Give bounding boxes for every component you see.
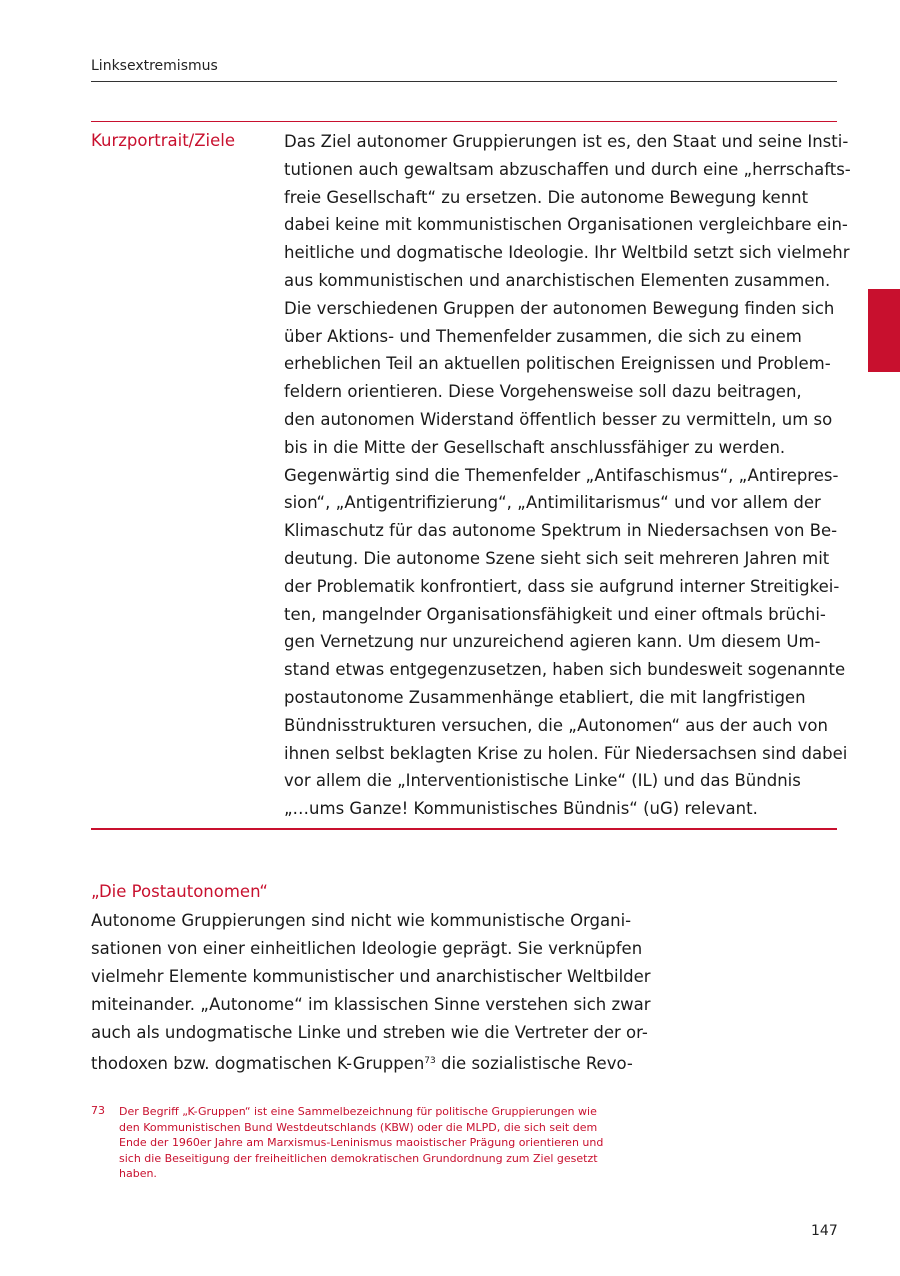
box-line: ihnen selbst beklagten Krise zu holen. Für Niedersachsen sind dabei <box>284 743 848 763</box>
body-line-text: thodoxen bzw. dogmatischen K-Gruppen <box>91 1054 425 1073</box>
box-top-rule <box>91 121 837 122</box>
box-line: heitliche und dogmatische Ideologie. Ihr Weltbild setzt sich vielmehr <box>284 243 850 263</box>
body-line-last <box>91 1047 647 1075</box>
box-line: deutung. Die autonome Szene sieht sich seit mehreren Jahren mit <box>284 548 830 568</box>
page-number: 147 <box>811 1223 838 1239</box>
box-text <box>284 128 851 823</box>
box-line: stand etwas entgegenzusetzen, haben sich bundesweit sogenannte <box>284 660 846 680</box>
body-text <box>91 907 651 1075</box>
box-line: bis in die Mitte der Gesellschaft anschlussfähiger zu werden. <box>284 437 786 457</box>
footnote-line: Der Begriff „K-Gruppen“ ist eine Sammelbezeichnung für politische Gruppierungen wie <box>119 1105 597 1118</box>
box-line: feldern orientieren. Diese Vorgehensweise soll dazu beitragen, <box>284 382 802 402</box>
body-line: auch als undogmatische Linke und streben wie die Vertreter der or- <box>91 1023 648 1042</box>
box-line: dabei keine mit kommunistischen Organisationen vergleichbare ein- <box>284 215 848 235</box>
footnote-line: Ende der 1960er Jahre am Marxismus-Leninismus maoistischer Prägung orientieren und <box>119 1136 604 1149</box>
footnote-line: sich die Beseitigung der freiheitlichen demokratischen Grundordnung zum Ziel gesetzt <box>119 1151 598 1165</box>
header-rule <box>91 81 837 82</box>
box-line: erheblichen Teil an aktuellen politischen Ereignissen und Problem- <box>284 354 831 374</box>
body-line-tail: die sozialistische Revo- <box>435 1054 633 1073</box>
footnote-body <box>119 1104 647 1182</box>
box-line: aus kommunistischen und anarchistischen Elementen zusammen. <box>284 270 831 290</box>
box-line: Die verschiedenen Gruppen der autonomen Bewegung finden sich <box>284 298 835 318</box>
footnote-number: 73 <box>91 1104 105 1117</box>
section-heading: „Die Postautonomen“ <box>91 882 268 901</box>
box-line: tutionen auch gewaltsam abzuschaffen und durch eine „herrschafts- <box>284 159 851 179</box>
box-label: Kurzportrait/Ziele <box>91 131 236 150</box>
box-line: über Aktions- und Themenfelder zusammen, die sich zu einem <box>284 326 802 346</box>
body-line: miteinander. „Autonome“ im klassischen Sinne verstehen sich zwar <box>91 995 651 1014</box>
box-line: Klimaschutz für das autonome Spektrum in Niedersachsen von Be- <box>284 521 838 541</box>
body-line: Autonome Gruppierungen sind nicht wie kommunistische Organi- <box>91 911 632 930</box>
box-line: gen Vernetzung nur unzureichend agieren kann. Um diesem Um- <box>284 632 821 652</box>
box-line: freie Gesellschaft“ zu ersetzen. Die autonome Bewegung kennt <box>284 187 809 207</box>
chapter-tab-marker <box>868 289 900 372</box>
box-line: den autonomen Widerstand öffentlich besser zu vermitteln, um so <box>284 409 833 429</box>
footnote-line: haben. <box>119 1167 157 1180</box>
box-line: ten, mangelnder Organisationsfähigkeit und einer oftmals brüchi- <box>284 604 826 624</box>
body-line: sationen von einer einheitlichen Ideologie geprägt. Sie verknüpfen <box>91 939 643 958</box>
box-line: Bündnisstrukturen versuchen, die „Autonomen“ aus der auch von <box>284 715 828 735</box>
box-line: sion“, „Antigentrifizierung“, „Antimilitarismus“ und vor allem der <box>284 493 821 513</box>
box-line: vor allem die „Interventionistische Linke“ (IL) und das Bündnis <box>284 771 801 791</box>
body-line: vielmehr Elemente kommunistischer und anarchistischer Weltbilder <box>91 967 651 986</box>
footnote-line: den Kommunistischen Bund Westdeutschlands (KBW) oder die MLPD, die sich seit dem <box>119 1120 598 1134</box>
box-line: der Problematik konfrontiert, dass sie aufgrund interner Streitigkei- <box>284 576 840 596</box>
box-line: postautonome Zusammenhänge etabliert, die mit langfristigen <box>284 687 806 707</box>
box-line: „…ums Ganze! Kommunistisches Bündnis“ (uG) relevant. <box>284 799 758 819</box>
running-header: Linksextremismus <box>91 58 218 74</box>
footnote-reference[interactable]: 73 <box>424 1056 436 1066</box>
box-bottom-rule <box>91 828 837 830</box>
box-line: Gegenwärtig sind die Themenfelder „Antifaschismus“, „Antirepres- <box>284 465 839 485</box>
box-line: Das Ziel autonomer Gruppierungen ist es, den Staat und seine Insti- <box>284 132 849 151</box>
